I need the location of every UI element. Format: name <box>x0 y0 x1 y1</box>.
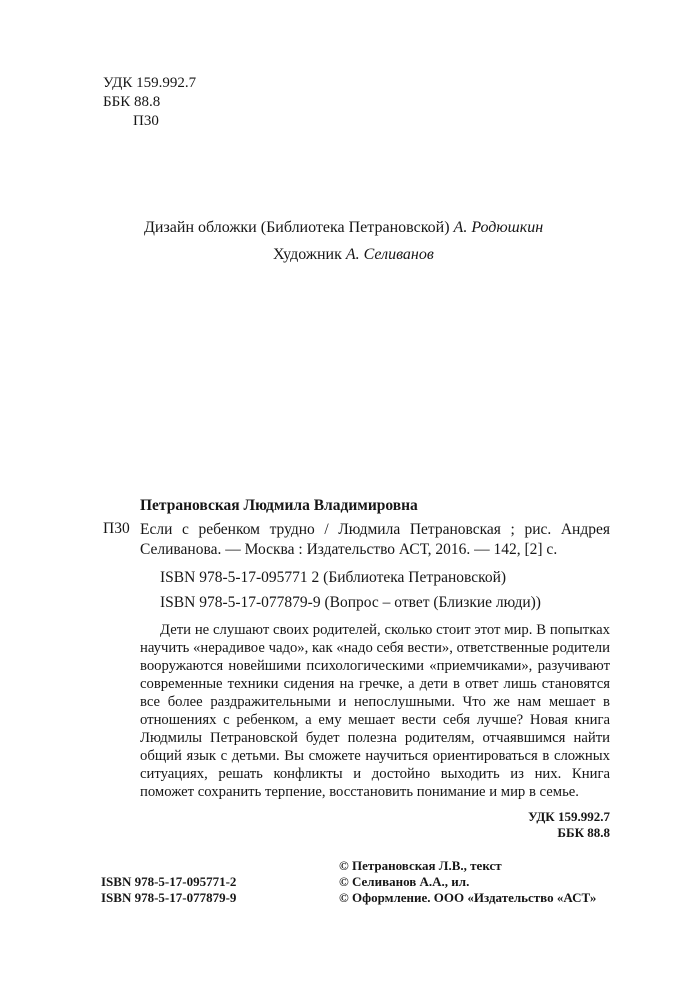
cover-design-label: Дизайн обложки (Библиотека Петрановской) <box>144 219 450 236</box>
copyright-text: © Петрановская Л.В., текст <box>339 858 502 873</box>
classification-bbk: ББК 88.8 <box>557 825 610 840</box>
bbk-value: 88.8 <box>133 94 161 110</box>
artist-credit <box>273 246 434 264</box>
annotation-paragraph: Дети не слушают своих родителей, сколько стоит этот мир. В попытках научить «нерадивое чадо», как «надо себя вести», ответственные родители вооружаются новейшими психологическими «приемчиками», разучивают современные техники сидения на гречке, а дети в ответ лишь становятся все более раздражительными и непослушными. Что же нам мешает в отношениях с ребенком, а ему мешает вести себя лучше? Новая книга Людмилы Петрановской будет полезна родителям, отчаявшимся найти общий язык с детьми. Вы сможете научиться ориентироваться в сложных ситуациях, решать конфликты и достойно выходить из них. Книга поможет сохранить терпение, восстановить понимание и мир в семье. <box>140 622 610 800</box>
udk-code <box>103 74 196 92</box>
record-author: Петрановская Людмила Владимировна <box>140 497 418 514</box>
artist-label: Художник <box>273 246 342 263</box>
udk-label: УДК <box>103 75 133 91</box>
record-isbn-2: ISBN 978-5-17-077879-9 (Вопрос – ответ (Близкие люди)) <box>160 594 541 611</box>
bbk-code <box>103 93 160 111</box>
udk-value: 159.992.7 <box>136 75 197 91</box>
record-description: Если с ребенком трудно / Людмила Петрановская ; рис. Андрея Селиванова. — Москва : Издательство АСТ, 2016. — 142, [2] с. <box>140 521 610 558</box>
copyright-illustrations: © Селиванов А.А., ил. <box>339 874 470 889</box>
artist-person: А. Селиванов <box>345 246 434 263</box>
copyright-design: © Оформление. ООО «Издательство «АСТ» <box>339 890 597 905</box>
record-isbn-1: ISBN 978-5-17-095771 2 (Библиотека Петрановской) <box>160 569 507 586</box>
cover-design-credit <box>144 219 543 237</box>
classification-udk: УДК 159.992.7 <box>528 809 610 824</box>
footer-isbn-1: ISBN 978-5-17-095771-2 <box>101 874 237 889</box>
footer-isbn-2: ISBN 978-5-17-077879-9 <box>101 890 237 905</box>
author-mark-top: П30 <box>133 113 159 129</box>
record-author-mark: П30 <box>103 520 130 537</box>
bbk-label: ББК <box>103 94 131 110</box>
cover-design-person: А. Родюшкин <box>453 219 544 236</box>
